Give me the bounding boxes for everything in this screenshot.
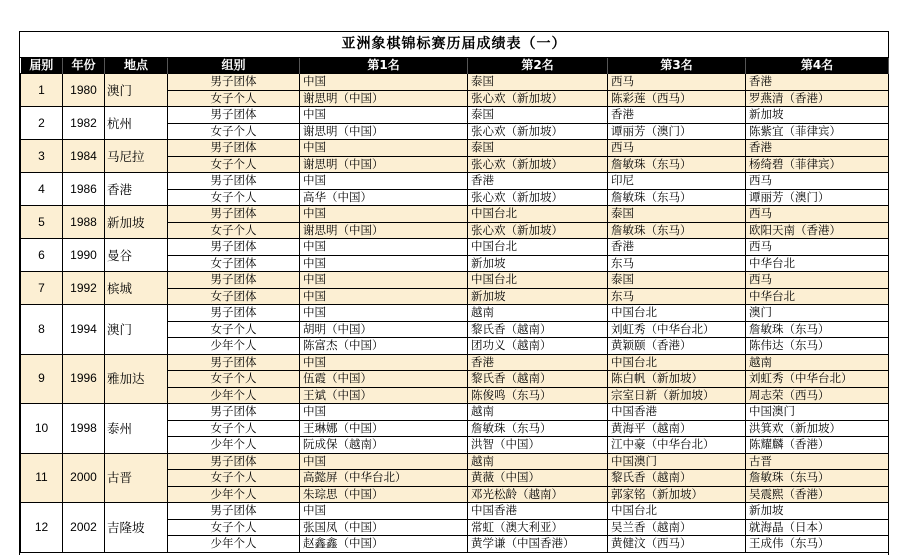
first-place-cell: 中国 [300, 404, 468, 421]
second-place-cell: 邓光松龄（越南） [468, 486, 608, 503]
edition-cell: 10 [21, 404, 63, 454]
place-cell: 古晋 [105, 453, 168, 503]
fourth-place-cell: 陈耀麟（香港） [746, 437, 889, 454]
header-group: 组别 [168, 58, 300, 74]
group-cell: 男子团体 [168, 453, 300, 470]
group-cell: 女子个人 [168, 420, 300, 437]
fourth-place-cell: 中华台北 [746, 288, 889, 305]
second-place-cell: 黄薇（中国） [468, 470, 608, 487]
third-place-cell: 詹敏珠（东马） [608, 189, 746, 206]
first-place-cell: 谢思明（中国） [300, 123, 468, 140]
first-place-cell: 中国 [300, 140, 468, 157]
edition-cell: 7 [21, 272, 63, 305]
place-cell: 澳门 [105, 74, 168, 107]
fourth-place-cell: 香港 [746, 74, 889, 91]
third-place-cell: 黄颖颐（香港） [608, 338, 746, 355]
third-place-cell: 宗室日新（新加坡） [608, 387, 746, 404]
first-place-cell: 中国 [300, 272, 468, 289]
fourth-place-cell: 中华台北 [746, 255, 889, 272]
group-cell: 少年个人 [168, 486, 300, 503]
group-cell: 男子团体 [168, 503, 300, 520]
third-place-cell: 中国台北 [608, 503, 746, 520]
place-cell: 曼谷 [105, 239, 168, 272]
table-title: 亚洲象棋锦标赛历届成绩表（一） [20, 32, 888, 58]
group-cell: 女子个人 [168, 90, 300, 107]
table-row [21, 272, 889, 289]
table-row [21, 206, 889, 223]
year-cell: 2002 [63, 503, 105, 553]
place-cell: 马尼拉 [105, 140, 168, 173]
place-cell: 澳门 [105, 305, 168, 355]
header-third: 第3名 [608, 58, 746, 74]
fourth-place-cell: 詹敏珠（东马） [746, 321, 889, 338]
third-place-cell: 中国香港 [608, 404, 746, 421]
fourth-place-cell: 西马 [746, 206, 889, 223]
second-place-cell: 泰国 [468, 107, 608, 124]
year-cell: 1996 [63, 354, 105, 404]
third-place-cell: 泰国 [608, 272, 746, 289]
place-cell: 新加坡 [105, 206, 168, 239]
year-cell: 1982 [63, 107, 105, 140]
first-place-cell: 中国 [300, 354, 468, 371]
third-place-cell: 江中豪（中华台北） [608, 437, 746, 454]
place-cell: 香港 [105, 173, 168, 206]
fourth-place-cell: 刘虹秀（中华台北） [746, 371, 889, 388]
third-place-cell: 詹敏珠（东马） [608, 156, 746, 173]
first-place-cell: 中国 [300, 288, 468, 305]
fourth-place-cell: 吴震熙（香港） [746, 486, 889, 503]
fourth-place-cell: 就海晶（日本） [746, 519, 889, 536]
fourth-place-cell: 新加坡 [746, 503, 889, 520]
year-cell: 1990 [63, 239, 105, 272]
second-place-cell: 团功义（越南） [468, 338, 608, 355]
third-place-cell: 香港 [608, 107, 746, 124]
first-place-cell: 朱琮思（中国） [300, 486, 468, 503]
table-row [21, 453, 889, 470]
fourth-place-cell: 西马 [746, 173, 889, 190]
fourth-place-cell: 王成伟（东马） [746, 536, 889, 553]
second-place-cell: 新加坡 [468, 255, 608, 272]
first-place-cell: 中国 [300, 453, 468, 470]
group-cell: 女子个人 [168, 519, 300, 536]
group-cell: 女子个人 [168, 371, 300, 388]
group-cell: 女子团体 [168, 255, 300, 272]
group-cell: 女子个人 [168, 123, 300, 140]
group-cell: 少年个人 [168, 437, 300, 454]
group-cell: 男子团体 [168, 354, 300, 371]
second-place-cell: 香港 [468, 173, 608, 190]
second-place-cell: 中国台北 [468, 239, 608, 256]
group-cell: 女子个人 [168, 321, 300, 338]
group-cell: 男子团体 [168, 404, 300, 421]
second-place-cell: 泰国 [468, 140, 608, 157]
group-cell: 少年个人 [168, 387, 300, 404]
place-cell: 槟城 [105, 272, 168, 305]
second-place-cell: 香港 [468, 354, 608, 371]
second-place-cell: 越南 [468, 453, 608, 470]
header-year: 年份 [63, 58, 105, 74]
place-cell: 吉隆坡 [105, 503, 168, 553]
second-place-cell: 中国香港 [468, 503, 608, 520]
place-cell: 雅加达 [105, 354, 168, 404]
second-place-cell: 黎氏香（越南） [468, 321, 608, 338]
edition-cell: 1 [21, 74, 63, 107]
place-cell: 杭州 [105, 107, 168, 140]
fourth-place-cell: 古晋 [746, 453, 889, 470]
header-edition: 届别 [21, 58, 63, 74]
group-cell: 男子团体 [168, 74, 300, 91]
group-cell: 男子团体 [168, 272, 300, 289]
edition-cell: 12 [21, 503, 63, 553]
third-place-cell: 郭家铭（新加坡） [608, 486, 746, 503]
first-place-cell: 中国 [300, 206, 468, 223]
third-place-cell: 陈彩莲（西马） [608, 90, 746, 107]
fourth-place-cell: 陈伟达（东马） [746, 338, 889, 355]
year-cell: 1992 [63, 272, 105, 305]
group-cell: 女子个人 [168, 470, 300, 487]
first-place-cell: 胡明（中国） [300, 321, 468, 338]
second-place-cell: 詹敏珠（东马） [468, 420, 608, 437]
group-cell: 少年个人 [168, 338, 300, 355]
second-place-cell: 越南 [468, 404, 608, 421]
edition-cell: 6 [21, 239, 63, 272]
first-place-cell: 中国 [300, 503, 468, 520]
first-place-cell: 阮成保（越南） [300, 437, 468, 454]
second-place-cell: 黄学谦（中国香港） [468, 536, 608, 553]
first-place-cell: 高懿屏（中华台北） [300, 470, 468, 487]
fourth-place-cell: 中国澳门 [746, 404, 889, 421]
table-row [21, 173, 889, 190]
year-cell: 1986 [63, 173, 105, 206]
year-cell: 1988 [63, 206, 105, 239]
group-cell: 男子团体 [168, 206, 300, 223]
first-place-cell: 张国凤（中国） [300, 519, 468, 536]
second-place-cell: 中国台北 [468, 272, 608, 289]
first-place-cell: 中国 [300, 255, 468, 272]
third-place-cell: 谭丽芳（澳门） [608, 123, 746, 140]
table-row [21, 74, 889, 91]
first-place-cell: 伍霞（中国） [300, 371, 468, 388]
third-place-cell: 香港 [608, 239, 746, 256]
fourth-place-cell: 澳门 [746, 305, 889, 322]
year-cell: 2000 [63, 453, 105, 503]
edition-cell: 4 [21, 173, 63, 206]
table-row [21, 404, 889, 421]
place-cell: 泰州 [105, 404, 168, 454]
group-cell: 男子团体 [168, 305, 300, 322]
third-place-cell: 黎氏香（越南） [608, 470, 746, 487]
third-place-cell: 西马 [608, 74, 746, 91]
second-place-cell: 黎氏香（越南） [468, 371, 608, 388]
table-row [21, 305, 889, 322]
edition-cell: 3 [21, 140, 63, 173]
first-place-cell: 赵鑫鑫（中国） [300, 536, 468, 553]
second-place-cell: 张心欢（新加坡） [468, 90, 608, 107]
fourth-place-cell: 新加坡 [746, 107, 889, 124]
first-place-cell: 中国 [300, 74, 468, 91]
fourth-place-cell: 罗燕清（香港） [746, 90, 889, 107]
second-place-cell: 常虹（澳大利亚） [468, 519, 608, 536]
year-cell: 1994 [63, 305, 105, 355]
edition-cell: 9 [21, 354, 63, 404]
group-cell: 女子个人 [168, 222, 300, 239]
second-place-cell: 泰国 [468, 74, 608, 91]
third-place-cell: 中国台北 [608, 354, 746, 371]
third-place-cell: 泰国 [608, 206, 746, 223]
group-cell: 女子个人 [168, 189, 300, 206]
first-place-cell: 中国 [300, 305, 468, 322]
table-row [21, 239, 889, 256]
third-place-cell: 詹敏珠（东马） [608, 222, 746, 239]
fourth-place-cell: 西马 [746, 239, 889, 256]
third-place-cell: 东马 [608, 255, 746, 272]
fourth-place-cell: 越南 [746, 354, 889, 371]
fourth-place-cell: 陈紫宜（菲律宾） [746, 123, 889, 140]
first-place-cell: 王斌（中国） [300, 387, 468, 404]
fourth-place-cell: 香港 [746, 140, 889, 157]
fourth-place-cell: 西马 [746, 272, 889, 289]
fourth-place-cell: 谭丽芳（澳门） [746, 189, 889, 206]
fourth-place-cell: 詹敏珠（东马） [746, 470, 889, 487]
first-place-cell: 谢思明（中国） [300, 156, 468, 173]
first-place-cell: 中国 [300, 173, 468, 190]
first-place-cell: 中国 [300, 239, 468, 256]
group-cell: 男子团体 [168, 239, 300, 256]
second-place-cell: 张心欢（新加坡） [468, 222, 608, 239]
second-place-cell: 张心欢（新加坡） [468, 123, 608, 140]
results-table [20, 58, 889, 553]
results-sheet [19, 31, 889, 555]
second-place-cell: 中国台北 [468, 206, 608, 223]
fourth-place-cell: 欧阳天南（香港） [746, 222, 889, 239]
third-place-cell: 中国澳门 [608, 453, 746, 470]
header-fourth: 第4名 [746, 58, 889, 74]
edition-cell: 11 [21, 453, 63, 503]
table-row [21, 354, 889, 371]
third-place-cell: 陈白帆（新加坡） [608, 371, 746, 388]
first-place-cell: 陈富杰（中国） [300, 338, 468, 355]
first-place-cell: 王琳娜（中国） [300, 420, 468, 437]
header-place: 地点 [105, 58, 168, 74]
fourth-place-cell: 杨绮碧（菲律宾） [746, 156, 889, 173]
header-first: 第1名 [300, 58, 468, 74]
header-row [21, 58, 889, 74]
group-cell: 少年个人 [168, 536, 300, 553]
first-place-cell: 中国 [300, 107, 468, 124]
third-place-cell: 中国台北 [608, 305, 746, 322]
third-place-cell: 印尼 [608, 173, 746, 190]
year-cell: 1980 [63, 74, 105, 107]
second-place-cell: 越南 [468, 305, 608, 322]
second-place-cell: 陈俊鸣（东马） [468, 387, 608, 404]
edition-cell: 8 [21, 305, 63, 355]
third-place-cell: 黄海平（越南） [608, 420, 746, 437]
third-place-cell: 刘虹秀（中华台北） [608, 321, 746, 338]
group-cell: 男子团体 [168, 173, 300, 190]
table-row [21, 140, 889, 157]
second-place-cell: 洪智（中国） [468, 437, 608, 454]
first-place-cell: 谢思明（中国） [300, 222, 468, 239]
results-body [21, 74, 889, 553]
group-cell: 男子团体 [168, 140, 300, 157]
third-place-cell: 西马 [608, 140, 746, 157]
first-place-cell: 高华（中国） [300, 189, 468, 206]
second-place-cell: 新加坡 [468, 288, 608, 305]
third-place-cell: 黄健汶（西马） [608, 536, 746, 553]
fourth-place-cell: 洪箕欢（新加坡） [746, 420, 889, 437]
first-place-cell: 谢思明（中国） [300, 90, 468, 107]
second-place-cell: 张心欢（新加坡） [468, 189, 608, 206]
third-place-cell: 东马 [608, 288, 746, 305]
edition-cell: 2 [21, 107, 63, 140]
group-cell: 男子团体 [168, 107, 300, 124]
second-place-cell: 张心欢（新加坡） [468, 156, 608, 173]
edition-cell: 5 [21, 206, 63, 239]
year-cell: 1984 [63, 140, 105, 173]
header-second: 第2名 [468, 58, 608, 74]
group-cell: 女子个人 [168, 156, 300, 173]
year-cell: 1998 [63, 404, 105, 454]
table-row [21, 503, 889, 520]
fourth-place-cell: 周志荣（西马） [746, 387, 889, 404]
third-place-cell: 吴兰香（越南） [608, 519, 746, 536]
table-row [21, 107, 889, 124]
group-cell: 女子团体 [168, 288, 300, 305]
